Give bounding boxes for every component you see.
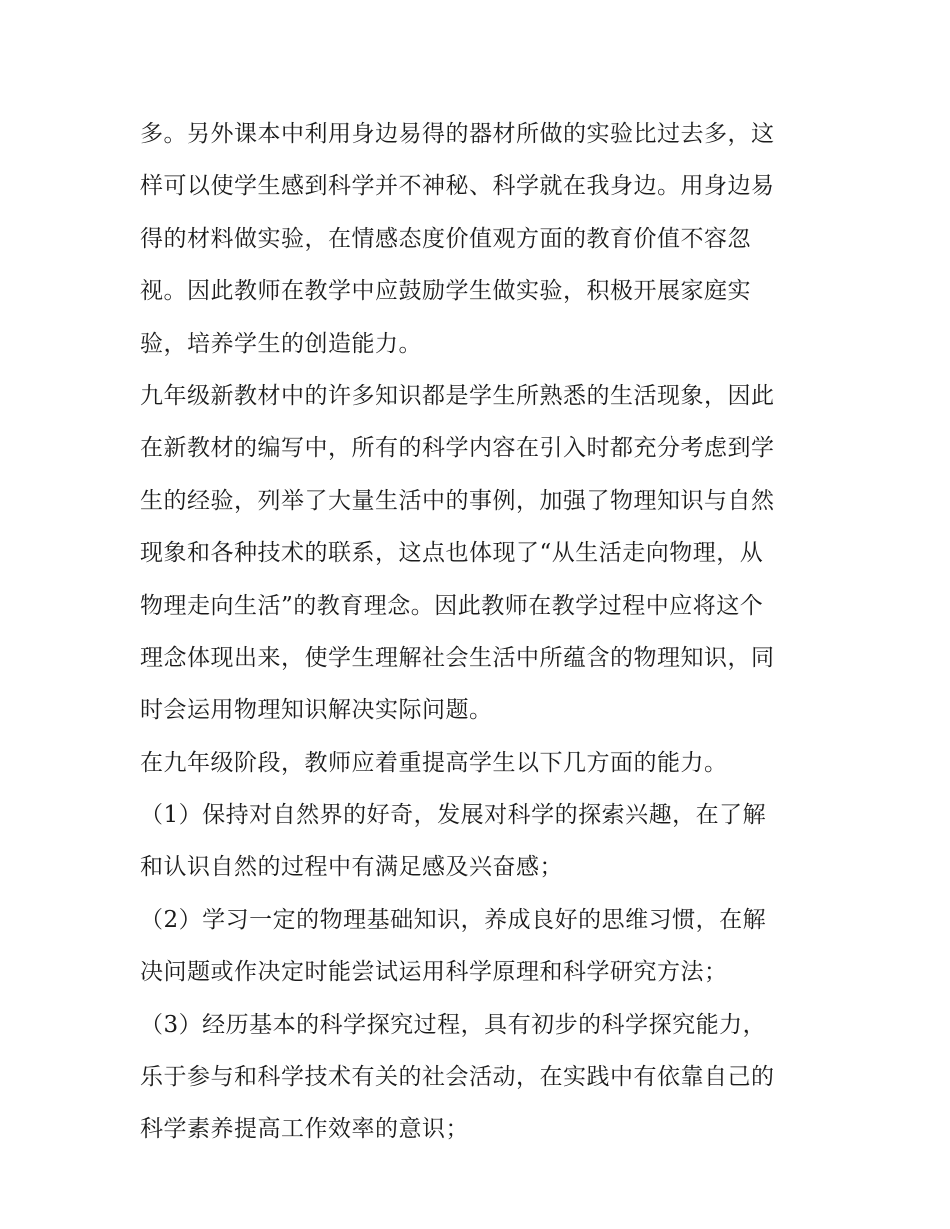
text-line: 生的经验，列举了大量生活中的事例，加强了物理知识与自然	[140, 487, 775, 514]
text-line: 视。因此教师在教学中应鼓励学生做实验，积极开展家庭实	[140, 278, 751, 305]
text-line: 和认识自然的过程中有满足感及兴奋感；	[140, 854, 563, 881]
text-line: （3）经历基本的科学探究过程，具有初步的科学探究能力，	[140, 1011, 767, 1038]
body-text	[140, 108, 830, 1156]
text-line: 物理走向生活”的教育理念。因此教师在教学过程中应将这个	[140, 592, 764, 619]
text-line: 时会运用物理知识解决实际问题。	[140, 697, 493, 724]
text-line: 科学素养提高工作效率的意识；	[140, 1116, 469, 1143]
text-line: 理念体现出来，使学生理解社会生活中所蕴含的物理知识，同	[140, 644, 775, 671]
text-line: 九年级新教材中的许多知识都是学生所熟悉的生活现象，因此	[140, 382, 775, 409]
text-line: 多。另外课本中利用身边易得的器材所做的实验比过去多，这	[140, 121, 775, 147]
text-line: 验，培养学生的创造能力。	[140, 330, 422, 357]
text-line: （1）保持对自然界的好奇，发展对科学的探索兴趣，在了解	[140, 802, 767, 829]
text-line: 得的材料做实验，在情感态度价值观方面的教育价值不容忽	[140, 225, 751, 252]
text-line: 在新教材的编写中，所有的科学内容在引入时都充分考虑到学	[140, 435, 775, 462]
text-line: 决问题或作决定时能尝试运用科学原理和科学研究方法；	[140, 959, 728, 986]
text-line: 现象和各种技术的联系，这点也体现了“从生活走向物理，从	[140, 540, 764, 567]
text-line: （2）学习一定的物理基础知识，养成良好的思维习惯，在解	[140, 906, 767, 933]
text-line: 样可以使学生感到科学并不神秘、科学就在我身边。用身边易	[140, 173, 775, 200]
text-line: 在九年级阶段，教师应着重提高学生以下几方面的能力。	[140, 749, 728, 776]
text-line: 乐于参与和科学技术有关的社会活动，在实践中有依靠自己的	[140, 1064, 775, 1091]
